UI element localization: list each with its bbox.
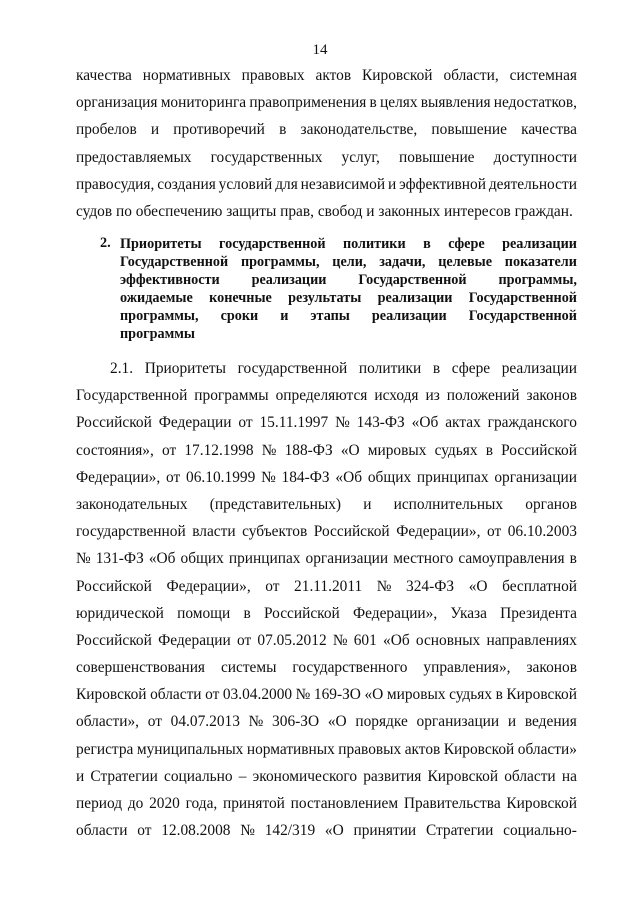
text-line: организация мониторинга правоприменения в целях выявления недостатков, bbox=[76, 94, 577, 112]
text-line: пробелов и противоречий в законодательстве, повышение качества bbox=[76, 121, 577, 139]
text-line: и Стратегии социально – экономического развития Кировской области на bbox=[76, 767, 577, 785]
text-line: ожидаемые конечные результаты реализации Государственной bbox=[120, 290, 577, 306]
page-number: 14 bbox=[312, 42, 328, 58]
text-line: области», от 04.07.2013 № 306-ЗО «О порядке организации и ведения bbox=[76, 713, 577, 731]
text-line: Российской Федерации от 15.11.1997 № 143-ФЗ «Об актах гражданского bbox=[76, 414, 577, 432]
text-line: Российской Федерации от 07.05.2012 № 601 «Об основных направлениях bbox=[76, 631, 577, 649]
section-heading bbox=[100, 235, 577, 343]
text-line: государственной власти субъектов Российской Федерации», от 06.10.2003 bbox=[76, 523, 577, 541]
text-line: эффективности реализации Государственной программы, bbox=[120, 272, 577, 288]
text-line: предоставляемых государственных услуг, повышение доступности bbox=[76, 148, 577, 166]
text-line: 2.1. Приоритеты государственной политики в сфере реализации bbox=[110, 360, 577, 377]
text-line: программы, сроки и этапы реализации Государственной bbox=[120, 308, 577, 324]
paragraph-intro bbox=[76, 62, 577, 225]
text-line: регистра муниципальных нормативных правовых актов Кировской области» bbox=[76, 740, 577, 758]
text-line: Российской Федерации», от 21.11.2011 № 324-ФЗ «О бесплатной bbox=[76, 577, 577, 595]
text-line: законодательных (представительных) и исполнительных органов bbox=[76, 495, 577, 513]
text-line: правосудия, создания условий для независимой и эффективной деятельности bbox=[76, 175, 577, 193]
text-line: период до 2020 года, принятой постановлением Правительства Кировской bbox=[76, 795, 577, 812]
text-line: программы bbox=[120, 326, 195, 342]
paragraph-priorities bbox=[76, 355, 577, 844]
text-line: № 131-ФЗ «Об общих принципах организации местного самоуправления в bbox=[76, 550, 577, 568]
text-line: Приоритеты государственной политики в сфере реализации bbox=[120, 236, 577, 252]
text-line: Государственной программы определяются исходя из положений законов bbox=[76, 387, 577, 405]
text-line: Федерации», от 06.10.1999 № 184-ФЗ «Об общих принципах организации bbox=[76, 468, 577, 486]
text-line: качества нормативных правовых актов Кировской области, системная bbox=[76, 67, 577, 84]
text-line: области от 12.08.2008 № 142/319 «О принятии Стратегии социально- bbox=[76, 822, 577, 840]
text-line: Государственной программы, цели, задачи, целевые показатели bbox=[120, 254, 577, 270]
text-line: юридической помощи в Российской Федерации», Указа Президента bbox=[76, 604, 577, 622]
section-number: 2. bbox=[100, 235, 111, 251]
text-line: Кировской области от 03.04.2000 № 169-ЗО «О мировых судьях в Кировской bbox=[76, 686, 577, 704]
text-line: совершенствования системы государственного управления», законов bbox=[76, 659, 577, 677]
text-line: судов по обеспечению защиты прав, свобод и законных интересов граждан. bbox=[76, 202, 573, 220]
text-line: состояния», от 17.12.1998 № 188-ФЗ «О мировых судьях в Российской bbox=[76, 441, 577, 459]
